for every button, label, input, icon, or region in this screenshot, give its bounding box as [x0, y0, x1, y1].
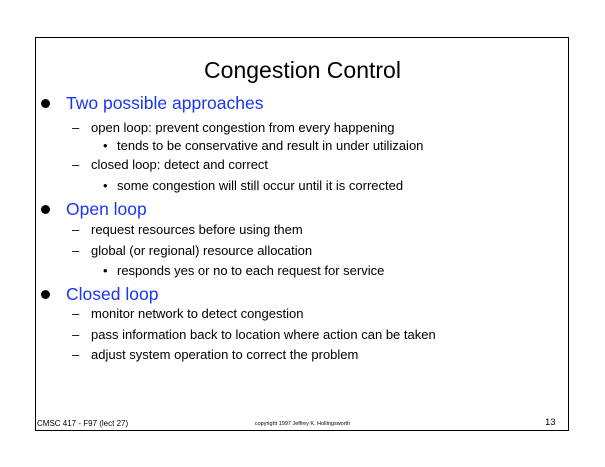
dash-icon: –: [72, 157, 80, 172]
bullet-icon: [41, 99, 50, 108]
section-heading: Two possible approaches: [66, 93, 264, 113]
sub-list-item: responds yes or no to each request for service: [117, 263, 385, 278]
subbullet-icon: •: [103, 138, 108, 153]
bullet-icon: [41, 290, 50, 299]
course-footer: CMSC 417 - F97 (lect 27): [37, 419, 129, 428]
slide-title: Congestion Control: [204, 57, 401, 83]
subbullet-icon: •: [103, 178, 108, 193]
list-item: pass information back to location where action can be taken: [91, 327, 436, 342]
section-heading: Open loop: [66, 199, 147, 219]
subbullet-icon: •: [103, 263, 108, 278]
dash-icon: –: [72, 222, 80, 237]
bullet-icon: [41, 205, 50, 214]
sub-list-item: some congestion will still occur until it is corrected: [117, 178, 404, 193]
dash-icon: –: [72, 243, 80, 258]
dash-icon: –: [72, 347, 80, 362]
copyright-footer: copyright 1997 Jeffrey K. Hollingsworth: [254, 421, 351, 427]
dash-icon: –: [72, 327, 80, 342]
list-item: global (or regional) resource allocation: [91, 243, 313, 258]
section-heading: Closed loop: [66, 284, 159, 304]
dash-icon: –: [72, 120, 80, 135]
dash-icon: –: [72, 306, 80, 321]
list-item: open loop: prevent congestion from every happening: [91, 120, 395, 135]
list-item: monitor network to detect congestion: [91, 306, 304, 321]
sub-list-item: tends to be conservative and result in under utilizaion: [117, 138, 424, 153]
list-item: closed loop: detect and correct: [91, 157, 269, 172]
page-number: 13: [545, 417, 556, 428]
list-item: adjust system operation to correct the problem: [91, 347, 359, 362]
list-item: request resources before using them: [91, 222, 303, 237]
